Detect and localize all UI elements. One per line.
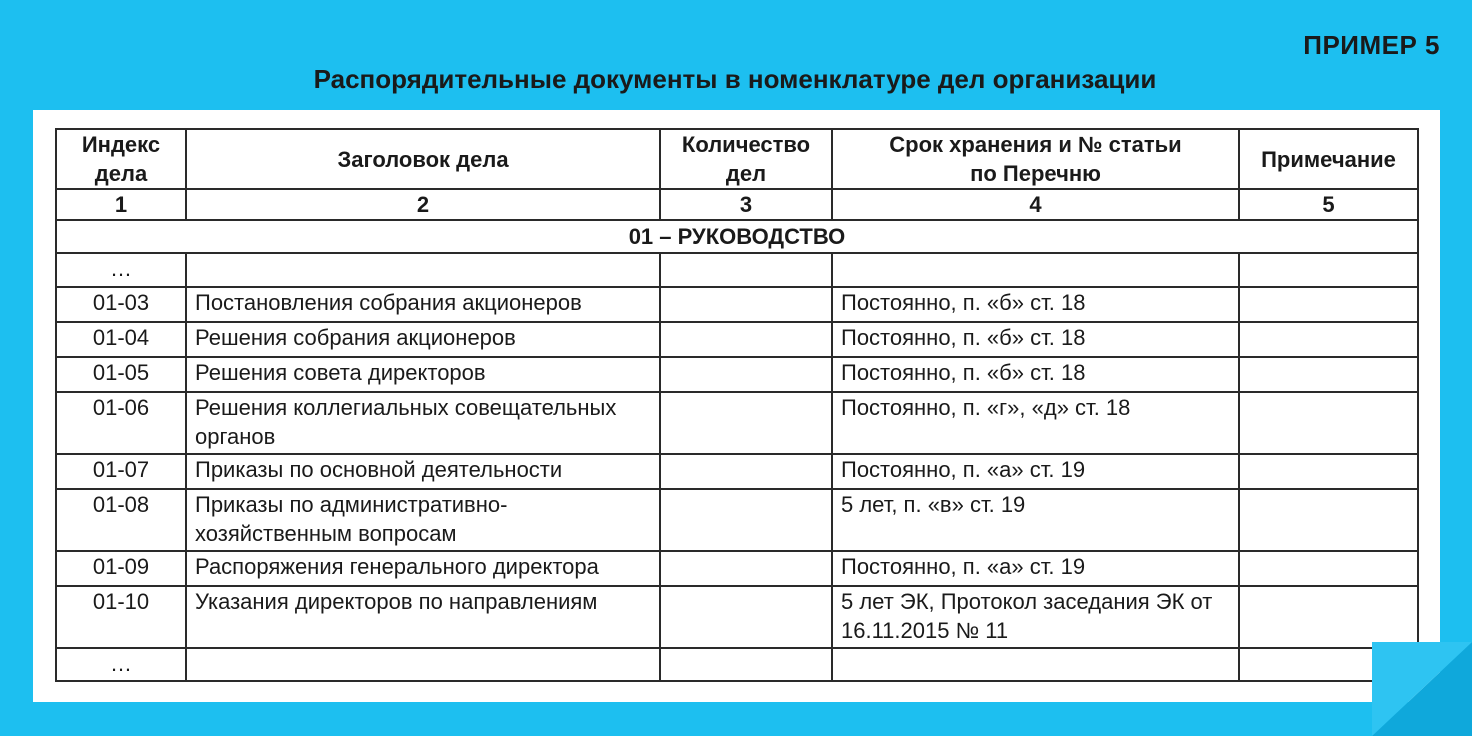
cell-count bbox=[660, 489, 832, 551]
column-number-4: 4 bbox=[832, 189, 1239, 220]
table-row bbox=[56, 287, 1418, 322]
cell-index: … bbox=[56, 648, 186, 681]
cell-heading bbox=[186, 648, 660, 681]
document-title bbox=[0, 64, 1472, 95]
cell-count bbox=[660, 551, 832, 586]
cell-note bbox=[1239, 454, 1418, 489]
cell-heading: Решения совета директоров bbox=[186, 357, 660, 392]
cell-term: Постоянно, п. «б» ст. 18 bbox=[832, 287, 1239, 322]
cell-heading: Приказы по основной деятельности bbox=[186, 454, 660, 489]
column-number-2: 2 bbox=[186, 189, 660, 220]
example-label: ПРИМЕР 5 bbox=[1303, 30, 1440, 60]
header-count bbox=[660, 129, 832, 189]
nomenclature-table bbox=[55, 128, 1419, 682]
cell-note bbox=[1239, 253, 1418, 287]
cell-index: 01-08 bbox=[56, 489, 186, 551]
cell-index: 01-05 bbox=[56, 357, 186, 392]
column-number-3: 3 bbox=[660, 189, 832, 220]
cell-index: 01-04 bbox=[56, 322, 186, 357]
table-row bbox=[56, 551, 1418, 586]
cell-index: 01-03 bbox=[56, 287, 186, 322]
cell-term: Постоянно, п. «а» ст. 19 bbox=[832, 551, 1239, 586]
cell-term: 5 лет, п. «в» ст. 19 bbox=[832, 489, 1239, 551]
cell-index: 01-06 bbox=[56, 392, 186, 454]
cell-index: 01-10 bbox=[56, 586, 186, 648]
column-number-1: 1 bbox=[56, 189, 186, 220]
table-row bbox=[56, 648, 1418, 681]
header-index-line2: дела bbox=[94, 161, 148, 186]
section-row bbox=[56, 220, 1418, 253]
header-index bbox=[56, 129, 186, 189]
section-heading: 01 – РУКОВОДСТВО bbox=[56, 220, 1418, 253]
cell-note bbox=[1239, 357, 1418, 392]
cell-note bbox=[1239, 489, 1418, 551]
cell-count bbox=[660, 454, 832, 489]
cell-heading: Решения коллегиальных совещательных органов bbox=[186, 392, 660, 454]
cell-heading: Указания директоров по направлениям bbox=[186, 586, 660, 648]
column-number-row bbox=[56, 189, 1418, 220]
cell-count bbox=[660, 392, 832, 454]
document-sheet bbox=[33, 110, 1440, 702]
cell-term bbox=[832, 648, 1239, 681]
cell-term: Постоянно, п. «г», «д» ст. 18 bbox=[832, 392, 1239, 454]
cell-heading: Постановления собрания акционеров bbox=[186, 287, 660, 322]
cell-note bbox=[1239, 551, 1418, 586]
header-note: Примечание bbox=[1239, 129, 1418, 189]
cell-heading: Решения собрания акционеров bbox=[186, 322, 660, 357]
cell-index: 01-09 bbox=[56, 551, 186, 586]
cell-note bbox=[1239, 392, 1418, 454]
cell-index: … bbox=[56, 253, 186, 287]
cell-heading: Распоряжения генерального директора bbox=[186, 551, 660, 586]
cell-note bbox=[1239, 322, 1418, 357]
cell-count bbox=[660, 586, 832, 648]
header-heading: Заголовок дела bbox=[186, 129, 660, 189]
header-term bbox=[832, 129, 1239, 189]
cell-count bbox=[660, 253, 832, 287]
table-row bbox=[56, 586, 1418, 648]
cell-note bbox=[1239, 287, 1418, 322]
cell-term bbox=[832, 253, 1239, 287]
table-row bbox=[56, 253, 1418, 287]
cell-term: Постоянно, п. «б» ст. 18 bbox=[832, 322, 1239, 357]
table-header-row bbox=[56, 129, 1418, 189]
cell-count bbox=[660, 357, 832, 392]
table-row bbox=[56, 454, 1418, 489]
cell-count bbox=[660, 648, 832, 681]
cell-note bbox=[1239, 586, 1418, 648]
cell-count bbox=[660, 322, 832, 357]
header-index-line1: Индекс bbox=[81, 132, 161, 157]
cell-heading bbox=[186, 253, 660, 287]
table-row bbox=[56, 357, 1418, 392]
header-count-line1: Количество bbox=[681, 132, 811, 157]
header-count-line2: дел bbox=[725, 161, 767, 186]
cell-index: 01-07 bbox=[56, 454, 186, 489]
table-row bbox=[56, 489, 1418, 551]
cell-term: Постоянно, п. «б» ст. 18 bbox=[832, 357, 1239, 392]
cell-count bbox=[660, 287, 832, 322]
column-number-5: 5 bbox=[1239, 189, 1418, 220]
page-curl-decoration bbox=[1372, 642, 1472, 736]
cell-term: Постоянно, п. «а» ст. 19 bbox=[832, 454, 1239, 489]
table-row bbox=[56, 322, 1418, 357]
header-term-line2: по Перечню bbox=[970, 161, 1101, 186]
table-row bbox=[56, 392, 1418, 454]
document-title-text: Распорядительные документы в номенклатуре дел организации bbox=[313, 64, 1157, 94]
cell-term: 5 лет ЭК, Протокол заседания ЭК от 16.11.2015 № 11 bbox=[832, 586, 1239, 648]
cell-heading: Приказы по административно-хозяйственным вопросам bbox=[186, 489, 660, 551]
header-term-line1: Срок хранения и № статьи bbox=[889, 132, 1182, 157]
